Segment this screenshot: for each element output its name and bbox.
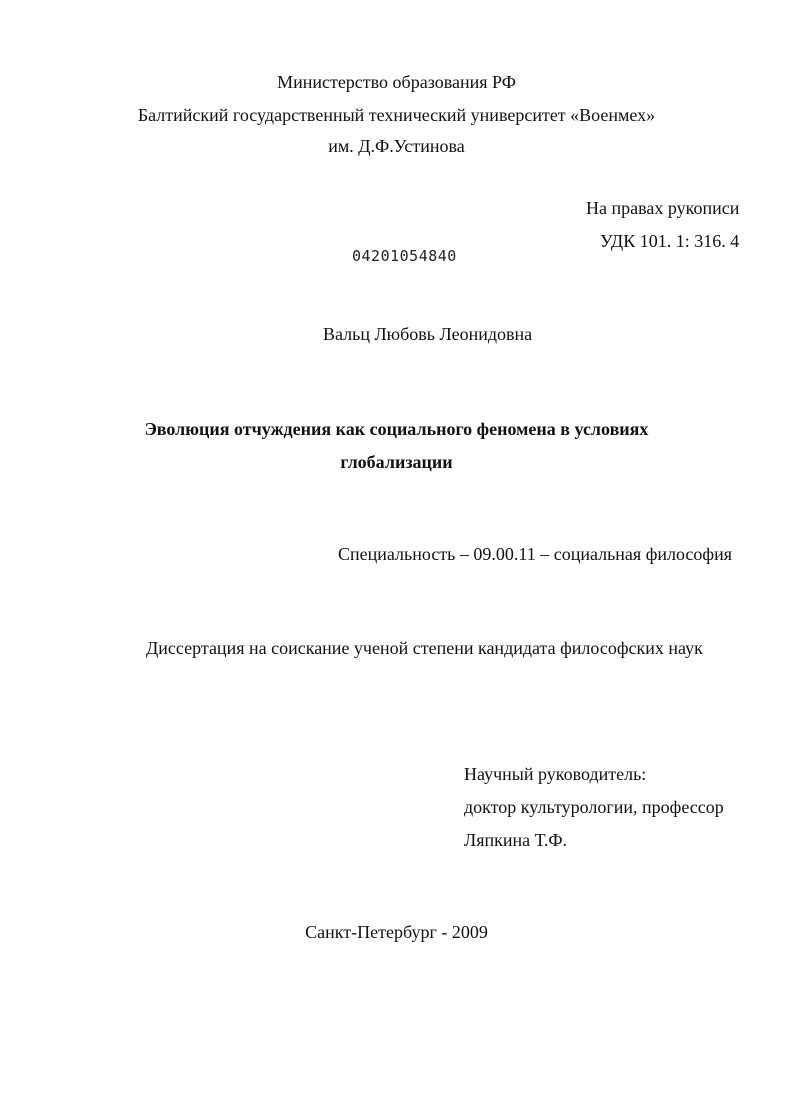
registration-number: 04201054840 xyxy=(352,247,457,265)
university-line: Балтийский государственный технический университет «Военмех» xyxy=(137,105,656,125)
manuscript-rights-label: На правах рукописи xyxy=(586,198,740,218)
dissertation-title-line-2: глобализации xyxy=(340,452,453,472)
udc-code: УДК 101. 1: 316. 4 xyxy=(600,231,740,251)
named-after-line: им. Д.Ф.Устинова xyxy=(328,136,465,156)
place-and-year: Санкт-Петербург - 2009 xyxy=(305,922,488,942)
dissertation-title-line-1: Эволюция отчуждения как социального феномена в условиях xyxy=(144,419,649,439)
advisor-label: Научный руководитель: xyxy=(464,764,647,784)
advisor-credentials: доктор культурологии, профессор xyxy=(464,797,724,817)
degree-line: Диссертация на соискание ученой степени кандидата философских наук xyxy=(146,638,703,658)
author-name: Вальц Любовь Леонидовна xyxy=(323,324,533,344)
specialty-line: Специальность – 09.00.11 – социальная философия xyxy=(338,544,732,564)
ministry-line: Министерство образования РФ xyxy=(277,72,516,92)
advisor-name: Ляпкина Т.Ф. xyxy=(464,830,568,850)
